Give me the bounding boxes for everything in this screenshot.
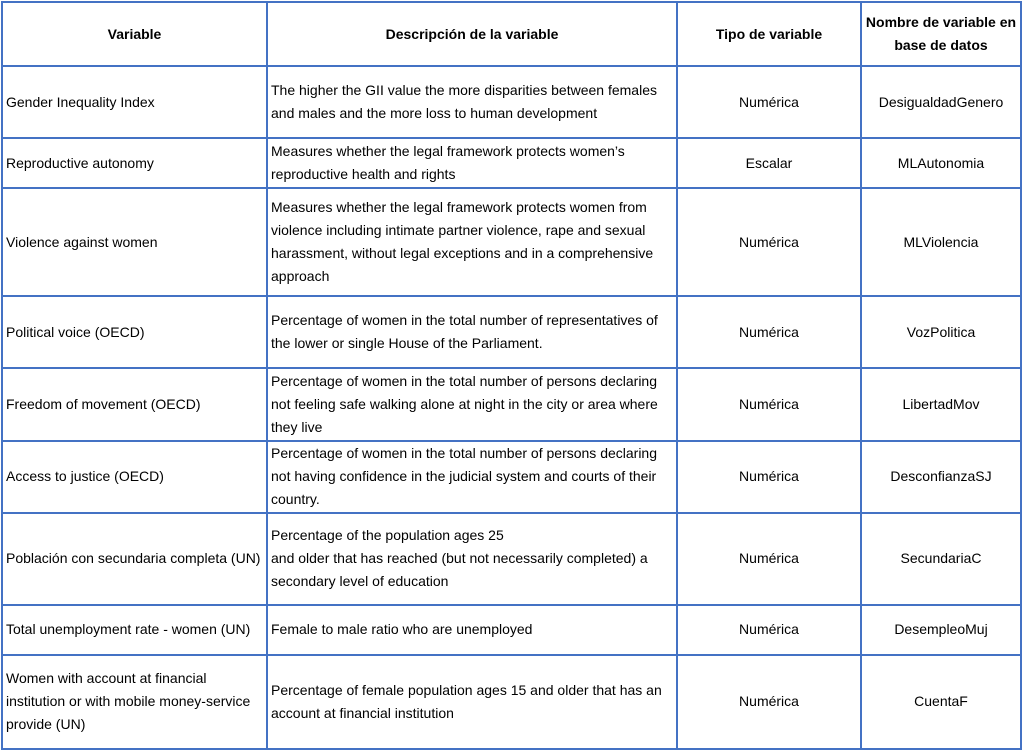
description-cell: Percentage of the population ages 25 and older that has reached (but not necessarily completed) a secondary level of education	[267, 513, 677, 605]
table-row	[2, 138, 1021, 188]
variables-table	[1, 1, 1022, 750]
db-name-cell: LibertadMov	[861, 368, 1021, 440]
variable-cell: Political voice (OECD)	[2, 296, 267, 368]
description-cell: Percentage of women in the total number of persons declaring not having confidence in the judicial system and courts of their country.	[267, 441, 677, 513]
description-cell: The higher the GII value the more disparities between females and males and the more loss to human development	[267, 66, 677, 138]
header-db-name: Nombre de variable en base de datos	[861, 2, 1021, 66]
description-cell: Percentage of women in the total number of persons declaring not feeling safe walking alone at night in the city or area where they live	[267, 368, 677, 440]
header-variable: Variable	[2, 2, 267, 66]
type-cell: Numérica	[677, 513, 861, 605]
description-cell: Percentage of women in the total number of representatives of the lower or single House of the Parliament.	[267, 296, 677, 368]
type-cell: Numérica	[677, 605, 861, 655]
variable-cell: Violence against women	[2, 188, 267, 296]
variable-cell: Población con secundaria completa (UN)	[2, 513, 267, 605]
table-row	[2, 513, 1021, 605]
db-name-cell: MLViolencia	[861, 188, 1021, 296]
table-row	[2, 188, 1021, 296]
db-name-cell: CuentaF	[861, 655, 1021, 749]
description-cell: Female to male ratio who are unemployed	[267, 605, 677, 655]
table-row	[2, 296, 1021, 368]
header-type: Tipo de variable	[677, 2, 861, 66]
db-name-cell: DesempleoMuj	[861, 605, 1021, 655]
db-name-cell: SecundariaC	[861, 513, 1021, 605]
variable-cell: Total unemployment rate - women (UN)	[2, 605, 267, 655]
db-name-cell: MLAutonomia	[861, 138, 1021, 188]
variable-cell: Reproductive autonomy	[2, 138, 267, 188]
variable-cell: Women with account at financial institution or with mobile money-service provide (UN)	[2, 655, 267, 749]
description-cell: Measures whether the legal framework protects women’s reproductive health and rights	[267, 138, 677, 188]
table-row	[2, 368, 1021, 440]
description-cell: Percentage of female population ages 15 and older that has an account at financial institution	[267, 655, 677, 749]
table-row	[2, 605, 1021, 655]
type-cell: Numérica	[677, 296, 861, 368]
variable-cell: Gender Inequality Index	[2, 66, 267, 138]
type-cell: Numérica	[677, 655, 861, 749]
description-cell: Measures whether the legal framework protects women from violence including intimate partner violence, rape and sexual harassment, without legal exceptions and in a comprehensive approach	[267, 188, 677, 296]
header-description: Descripción de la variable	[267, 2, 677, 66]
variable-cell: Freedom of movement (OECD)	[2, 368, 267, 440]
type-cell: Numérica	[677, 368, 861, 440]
db-name-cell: DesigualdadGenero	[861, 66, 1021, 138]
type-cell: Escalar	[677, 138, 861, 188]
type-cell: Numérica	[677, 188, 861, 296]
table-row	[2, 441, 1021, 513]
table-row	[2, 66, 1021, 138]
variable-cell: Access to justice (OECD)	[2, 441, 267, 513]
type-cell: Numérica	[677, 441, 861, 513]
table-row	[2, 655, 1021, 749]
header-row	[2, 2, 1021, 66]
db-name-cell: DesconfianzaSJ	[861, 441, 1021, 513]
type-cell: Numérica	[677, 66, 861, 138]
db-name-cell: VozPolitica	[861, 296, 1021, 368]
